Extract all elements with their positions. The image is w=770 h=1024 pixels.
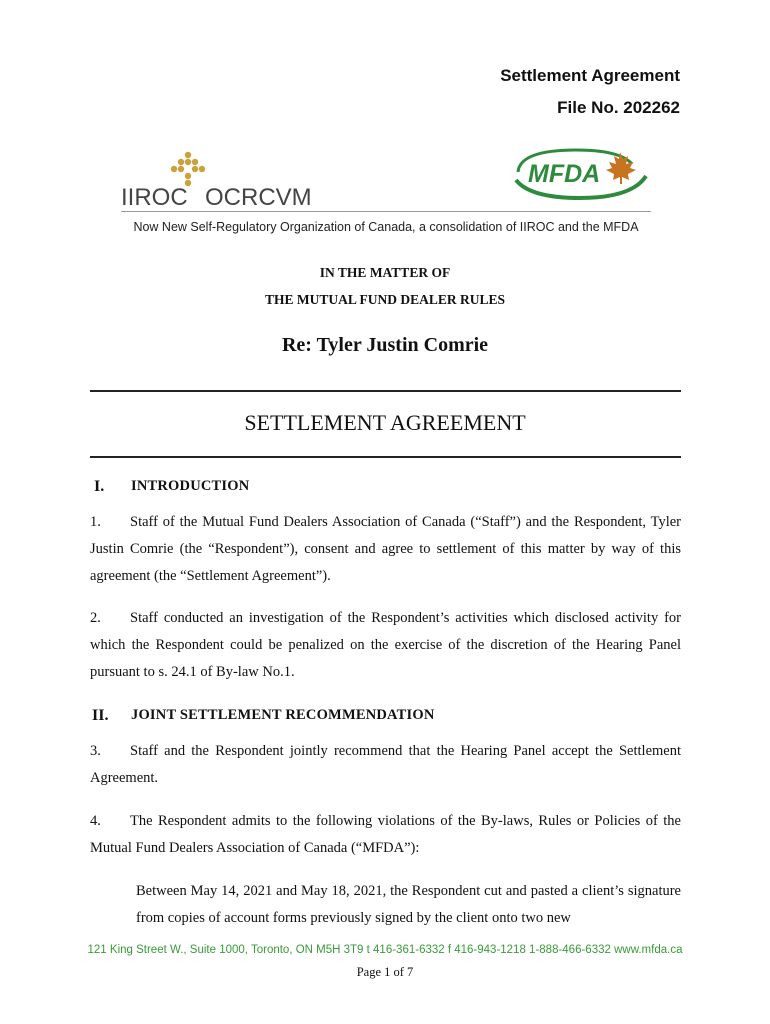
header-divider — [121, 211, 651, 212]
violation-quote: Between May 14, 2021 and May 18, 2021, the Respondent cut and pasted a client’s signature from copies of account forms previously signed by the client onto two new — [136, 883, 681, 926]
footer-address: 121 King Street W., Suite 1000, Toronto, ON M5H 3T9 t 416-361-6332 f 416-943-1218 1-888-466-6332 www.mfda.ca — [87, 944, 683, 956]
iiroc-text: IIROC — [121, 184, 188, 210]
page-number: Page 1 of 7 — [356, 965, 414, 979]
paragraph-4 — [90, 808, 681, 862]
file-number: File No. 202262 — [557, 98, 680, 117]
title-bottom-rule — [90, 456, 681, 458]
iiroc-ocrcvm-logo — [118, 150, 318, 215]
section-title-joint-settlement: JOINT SETTLEMENT RECOMMENDATION — [131, 707, 435, 723]
paragraph-3 — [90, 738, 681, 792]
document-type-label: Settlement Agreement — [500, 66, 680, 85]
section-number: I. — [94, 478, 105, 495]
paragraph-number: 2. — [90, 610, 101, 626]
maple-leaf-icon — [606, 152, 636, 184]
paragraph-text: Staff and the Respondent jointly recommend that the Hearing Panel accept the Settlement Agreement. — [90, 743, 681, 786]
section-title-introduction: INTRODUCTION — [131, 478, 250, 494]
matter-line-2: THE MUTUAL FUND DEALER RULES — [264, 292, 506, 307]
paragraph-text: Staff conducted an investigation of the Respondent’s activities which disclosed activity for which the Respondent could be penalized on the exercise of the discretion of the Hearing Panel pursuant to s. 24.1 of By-law No.1. — [90, 610, 681, 680]
paragraph-number: 1. — [90, 514, 101, 530]
respondent-heading: Re: Tyler Justin Comrie — [281, 334, 489, 356]
title-top-rule — [90, 390, 681, 392]
document-title: SETTLEMENT AGREEMENT — [244, 410, 526, 435]
mfda-logo — [510, 142, 655, 207]
section-number: II. — [92, 707, 109, 724]
paragraph-number: 4. — [90, 813, 101, 829]
paragraph-number: 3. — [90, 743, 101, 759]
paragraph-2 — [90, 605, 681, 686]
ocrcvm-text: OCRCVM — [205, 184, 312, 210]
iiroc-dots-icon — [118, 150, 318, 210]
paragraph-text: The Respondent admits to the following violations of the By-laws, Rules or Policies of the Mutual Fund Dealers Association of Canada (“MFDA”): — [90, 813, 681, 856]
paragraph-1 — [90, 509, 681, 590]
mfda-text: MFDA — [528, 160, 601, 188]
matter-line-1: IN THE MATTER OF — [319, 265, 451, 280]
paragraph-text: Staff of the Mutual Fund Dealers Association of Canada (“Staff”) and the Respondent, Tyler Justin Comrie (the “Respondent”), consent and agree to settlement of this matter by way of this agreement (the “Settlement Agreement”). — [90, 514, 681, 584]
organization-tagline: Now New Self-Regulatory Organization of Canada, a consolidation of IIROC and the MFDA — [133, 220, 639, 234]
